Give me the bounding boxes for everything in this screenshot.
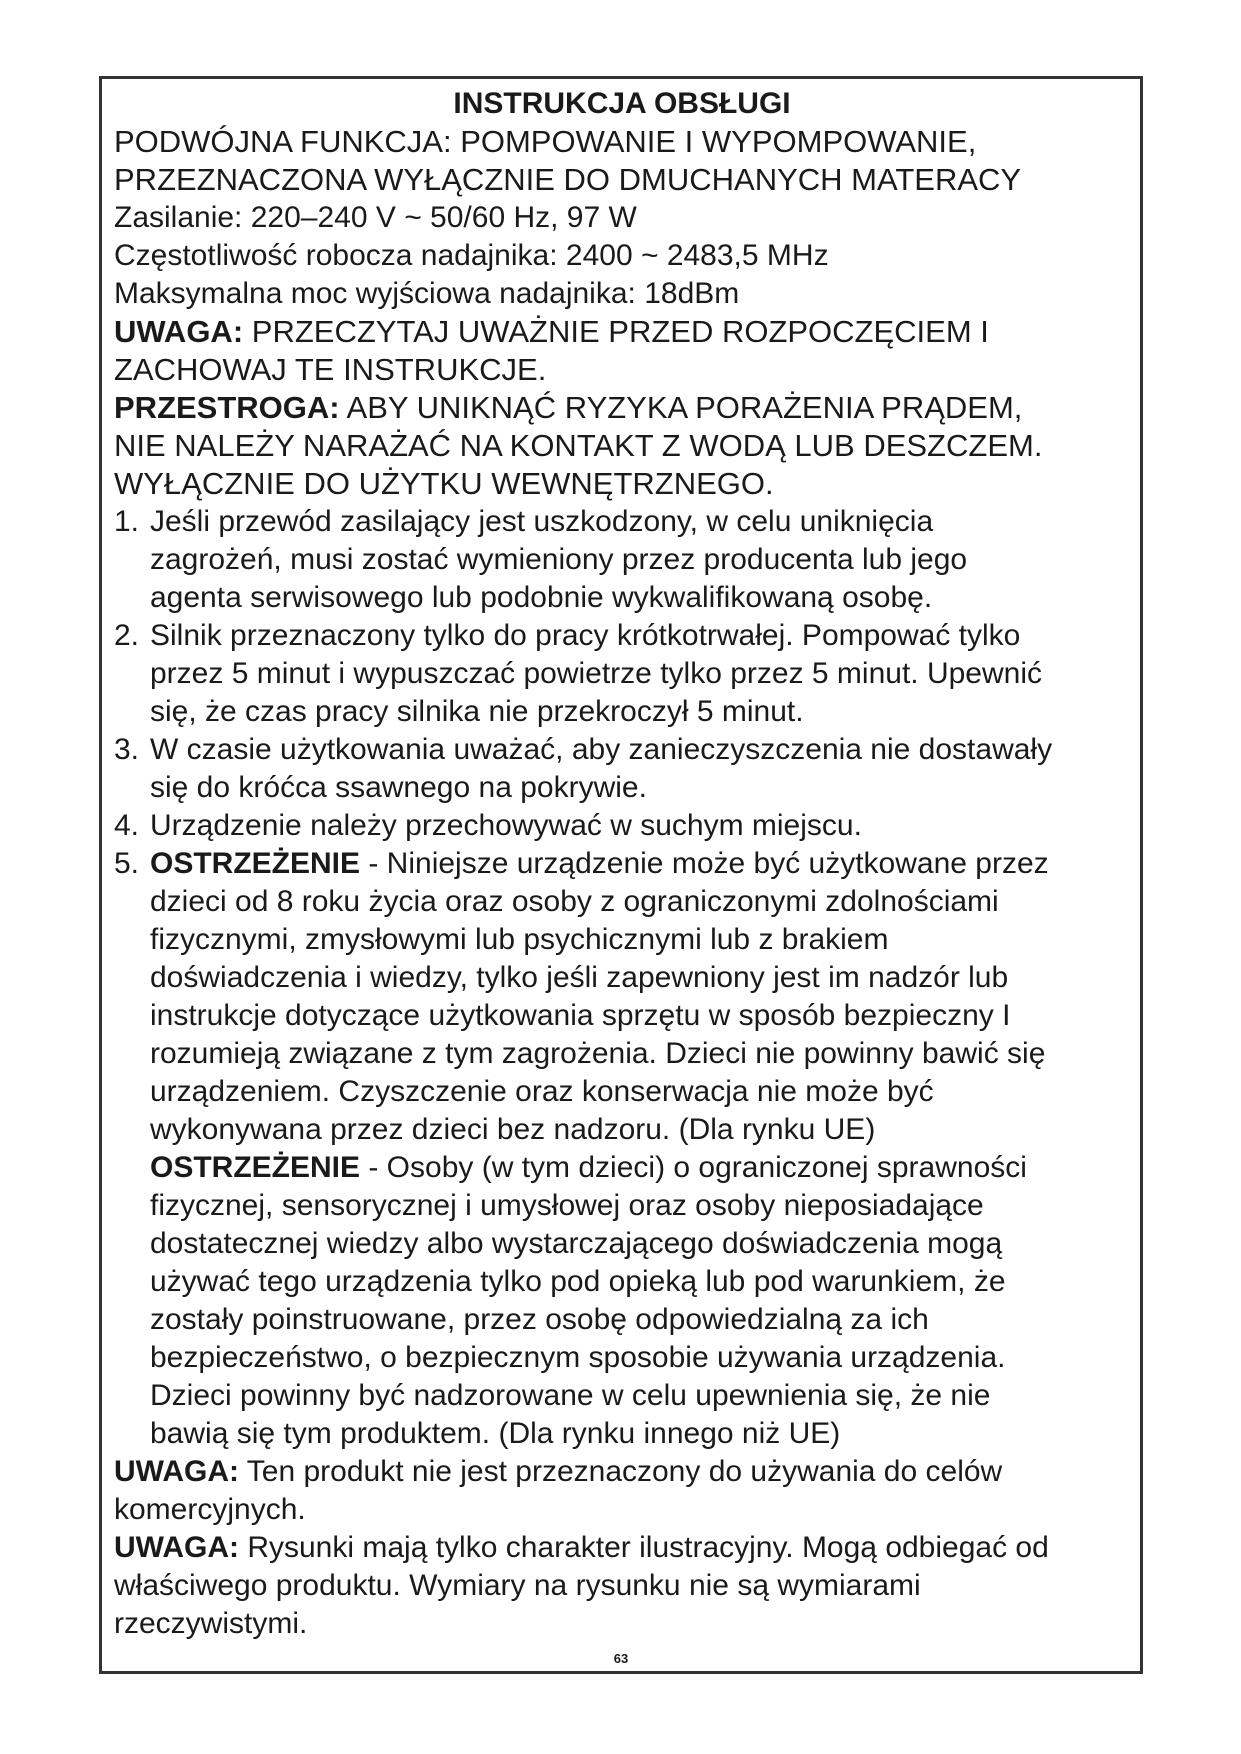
list-item-number: 3.: [114, 733, 140, 766]
list-item-3: [114, 731, 1130, 807]
subtitle-line-1: PODWÓJNA FUNKCJA: POMPOWANIE I WYPOMPOWANIE,: [114, 124, 977, 159]
list-item-number: 4.: [114, 809, 140, 842]
spec-frequency: Częstotliwość robocza nadajnika: 2400 ~ 2483,5 MHz: [114, 239, 829, 272]
przestroga-line-3: WYŁĄCZNIE DO UŻYTKU WEWNĘTRZNEGO.: [114, 466, 774, 501]
list-item-number: 1.: [114, 505, 140, 538]
list-item-number: 2.: [114, 619, 140, 652]
uwaga-commercial-text: Ten produkt nie jest przeznaczony do używania do celów: [238, 1455, 1003, 1488]
list-item-line: instrukcje dotyczące użytkowania sprzętu w sposób bezpieczny I: [150, 999, 1011, 1032]
uwaga-drawings-line-2: właściwego produktu. Wymiary na rysunku nie są wymiarami: [114, 1569, 921, 1602]
uwaga-read-line-2: ZACHOWAJ TE INSTRUKCJE.: [114, 352, 547, 387]
przestroga-line-1: [114, 389, 1130, 427]
list-item-2: [114, 617, 1130, 731]
spec-power: Zasilanie: 220–240 V ~ 50/60 Hz, 97 W: [114, 201, 637, 234]
uwaga-commercial-line-2: komercyjnych.: [114, 1493, 306, 1526]
page-number: 63: [613, 1651, 629, 1666]
uwaga-drawings-line-1: [114, 1529, 1130, 1567]
list-item-line: zostały poinstruowane, przez osobę odpowiedzialną za ich: [150, 1303, 929, 1336]
page-title: INSTRUKCJA OBSŁUGI: [453, 87, 791, 120]
uwaga-read-text: PRZECZYTAJ UWAŻNIE PRZED ROZPOCZĘCIEM I: [243, 314, 989, 349]
list-item-line: się do króćca ssawnego na pokrywie.: [150, 771, 647, 804]
list-item-line: się, że czas pracy silnika nie przekroczył 5 minut.: [150, 695, 804, 728]
warning-2-first-line: [150, 1149, 1130, 1187]
warning-text: - Osoby (w tym dzieci) o ograniczonej sprawności: [360, 1151, 1027, 1184]
uwaga-read-line-1: [114, 313, 1130, 351]
list-item-line: Urządzenie należy przechowywać w suchym miejscu.: [150, 809, 862, 842]
list-item-4: [114, 807, 1130, 845]
uwaga-drawings-text: Rysunki mają tylko charakter ilustracyjny. Mogą odbiegać od: [238, 1531, 1049, 1564]
uwaga-label: UWAGA:: [114, 314, 244, 349]
uwaga-label: UWAGA:: [114, 1455, 239, 1488]
list-item-line: wykonywana przez dzieci bez nadzoru. (Dla rynku UE): [150, 1113, 876, 1146]
list-item-line: rozumieją związane z tym zagrożenia. Dzieci nie powinny bawić się: [150, 1037, 1046, 1070]
list-item-line: W czasie użytkowania uważać, aby zanieczyszczenia nie dostawały: [150, 733, 1053, 766]
warning-label: OSTRZEŻENIE: [150, 847, 361, 880]
list-item-1: [114, 503, 1130, 617]
warning-text: - Niniejsze urządzenie może być użytkowane przez: [360, 847, 1049, 880]
list-item-line: agenta serwisowego lub podobnie wykwalifikowaną osobę.: [150, 581, 933, 614]
uwaga-label: UWAGA:: [114, 1531, 239, 1564]
list-item-line: bezpieczeństwo, o bezpiecznym sposobie używania urządzenia.: [150, 1341, 1006, 1374]
list-item-line: używać tego urządzenia tylko pod opieką lub pod warunkiem, że: [150, 1265, 1006, 1298]
list-item-line: fizycznymi, zmysłowymi lub psychicznymi lub z brakiem: [150, 923, 889, 956]
przestroga-label: PRZESTROGA:: [114, 390, 340, 425]
przestroga-text: ABY UNIKNĄĆ RYZYKA PORAŻENIA PRĄDEM,: [339, 390, 1023, 425]
instruction-page: [99, 76, 1143, 1674]
warning-label: OSTRZEŻENIE: [150, 1151, 361, 1184]
warning-1-first-line: [150, 845, 1130, 883]
list-item-line: Jeśli przewód zasilający jest uszkodzony, w celu uniknięcia: [150, 505, 934, 538]
subtitle-line-2: PRZEZNACZONA WYŁĄCZNIE DO DMUCHANYCH MATERACY: [114, 162, 1022, 197]
list-item-line: Dzieci powinny być nadzorowane w celu upewnienia się, że nie: [150, 1379, 991, 1412]
list-item-line: zagrożeń, musi zostać wymieniony przez producenta lub jego: [150, 543, 968, 576]
list-item-5: [114, 845, 1130, 1453]
list-item-line: fizycznej, sensorycznej i umysłowej oraz osoby nieposiadające: [150, 1189, 984, 1222]
list-item-line: przez 5 minut i wypuszczać powietrze tylko przez 5 minut. Upewnić: [150, 657, 1043, 690]
list-item-line: bawią się tym produktem. (Dla rynku innego niż UE): [150, 1417, 841, 1450]
przestroga-line-2: NIE NALEŻY NARAŻAĆ NA KONTAKT Z WODĄ LUB DESZCZEM.: [114, 428, 1043, 463]
spec-output-power: Maksymalna moc wyjściowa nadajnika: 18dBm: [114, 277, 740, 310]
list-item-line: doświadczenia i wiedzy, tylko jeśli zapewniony jest im nadzór lub: [150, 961, 1009, 994]
list-item-line: dostatecznej wiedzy albo wystarczającego doświadczenia mogą: [150, 1227, 1003, 1260]
uwaga-drawings-line-3: rzeczywistymi.: [114, 1607, 308, 1640]
uwaga-commercial-line-1: [114, 1453, 1130, 1491]
list-item-number: 5.: [114, 847, 140, 880]
list-item-line: urządzeniem. Czyszczenie oraz konserwacja nie może być: [150, 1075, 934, 1108]
list-item-line: Silnik przeznaczony tylko do pracy krótkotrwałej. Pompować tylko: [150, 619, 1021, 652]
list-item-line: dzieci od 8 roku życia oraz osoby z ograniczonymi zdolnościami: [150, 885, 999, 918]
